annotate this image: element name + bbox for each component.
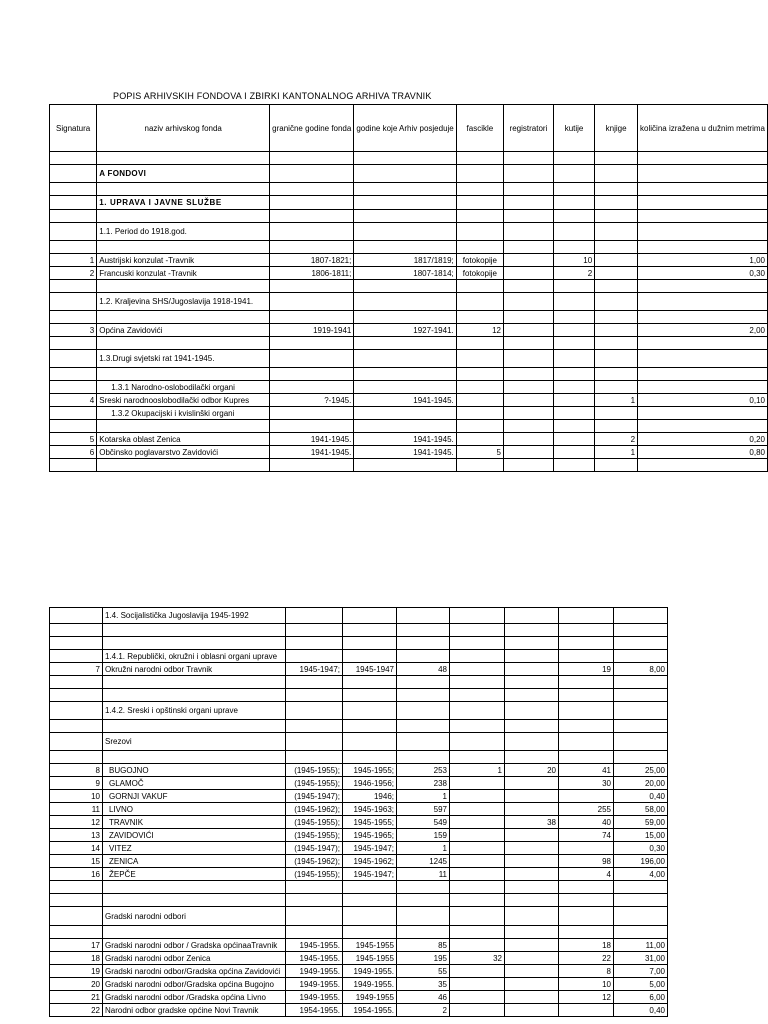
subsection-heading: 1.3.2 Okupacijski i kvislinški organi (97, 407, 270, 420)
cell-godine: 1949-1955. (343, 978, 397, 991)
cell-metri: 4,00 (614, 868, 668, 881)
section-heading-1: 1. UPRAVA I JAVNE SLUŽBE (97, 196, 270, 210)
cell-metri: 11,00 (614, 939, 668, 952)
cell-signatura: 11 (50, 803, 103, 816)
cell-signatura: 4 (50, 394, 97, 407)
fonds-table-2 (49, 607, 668, 1017)
cell-fascikle: 46 (397, 991, 450, 1004)
cell-kutije (505, 842, 559, 855)
cell-godine: 1945-1955 (343, 939, 397, 952)
cell-knjige (595, 324, 638, 337)
cell-fascikle: 195 (397, 952, 450, 965)
cell-signatura: 6 (50, 446, 97, 459)
subsection-heading: 1.4. Socijalistička Jugoslavija 1945-1992 (103, 608, 286, 624)
cell-fascikle (456, 394, 503, 407)
cell-registratori (504, 433, 554, 446)
subsection-row (50, 650, 668, 663)
cell-registratori (450, 855, 505, 868)
table-row (50, 777, 668, 790)
cell-metri: 15,00 (614, 829, 668, 842)
cell-godine: 1945-1963; (343, 803, 397, 816)
table-row (50, 254, 768, 267)
cell-fascikle: 253 (397, 764, 450, 777)
table-row (50, 829, 668, 842)
cell-kutije (505, 790, 559, 803)
cell-fascikle: fotokopije (456, 267, 503, 280)
cell-metri: 5,00 (614, 978, 668, 991)
cell-registratori (450, 939, 505, 952)
subsection-heading: 1.3.Drugi svjetski rat 1941-1945. (97, 350, 270, 368)
cell-godine: 1945-1962; (343, 855, 397, 868)
cell-signatura: 14 (50, 842, 103, 855)
cell-fascikle: 48 (397, 663, 450, 676)
col-signatura: Signatura (50, 105, 97, 152)
cell-metri: 0,30 (614, 842, 668, 855)
cell-fascikle: 238 (397, 777, 450, 790)
subsection-heading: 1.2. Kraljevina SHS/Jugoslavija 1918-1941. (97, 293, 270, 311)
col-godine: godine koje Arhiv posjeduje (354, 105, 456, 152)
cell-registratori (450, 1004, 505, 1017)
blank-row (50, 689, 668, 702)
cell-registratori (504, 267, 554, 280)
cell-knjige (595, 254, 638, 267)
cell-metri: 0,10 (638, 394, 768, 407)
cell-registratori: 1 (450, 764, 505, 777)
cell-registratori (450, 790, 505, 803)
cell-metri: 6,00 (614, 991, 668, 1004)
cell-kutije (505, 991, 559, 1004)
cell-knjige: 22 (559, 952, 614, 965)
table-row (50, 1004, 668, 1017)
cell-metri: 7,00 (614, 965, 668, 978)
cell-registratori (450, 965, 505, 978)
cell-kutije (505, 777, 559, 790)
cell-kutije: 38 (505, 816, 559, 829)
fonds-table-1 (49, 104, 768, 472)
cell-granicne: (1945-1955); (286, 868, 343, 881)
cell-godine: 1941-1945. (354, 433, 456, 446)
cell-kutije (505, 939, 559, 952)
subsection-row (50, 293, 768, 311)
srezovi-rows (50, 764, 668, 881)
cell-fascikle: 55 (397, 965, 450, 978)
blank-row (50, 926, 668, 939)
cell-registratori (450, 868, 505, 881)
cell-naziv: Sreski narodnooslobodilački odbor Kupres (97, 394, 270, 407)
cell-signatura: 10 (50, 790, 103, 803)
cell-metri: 58,00 (614, 803, 668, 816)
cell-naziv: Občinsko poglavarstvo Zavidovići (97, 446, 270, 459)
cell-godine: 1945-1955 (343, 952, 397, 965)
col-fascikle: fascikle (456, 105, 503, 152)
cell-godine: 1817/1819; (354, 254, 456, 267)
cell-metri: 8,00 (614, 663, 668, 676)
cell-kutije (553, 446, 594, 459)
blank-row (50, 751, 668, 764)
cell-knjige (595, 267, 638, 280)
cell-metri: 31,00 (614, 952, 668, 965)
cell-godine: 1945-1955; (343, 816, 397, 829)
subsection-row (50, 350, 768, 368)
cell-fascikle: fotokopije (456, 254, 503, 267)
cell-signatura: 20 (50, 978, 103, 991)
cell-registratori (504, 394, 554, 407)
section-row (50, 165, 768, 183)
cell-granicne: 1949-1955. (286, 991, 343, 1004)
cell-signatura: 17 (50, 939, 103, 952)
subsection-heading: 1.4.2. Sreski i opštinski organi uprave (103, 702, 286, 720)
cell-knjige: 1 (595, 446, 638, 459)
blank-row (50, 280, 768, 293)
cell-naziv: Austrijski konzulat -Travnik (97, 254, 270, 267)
cell-signatura: 13 (50, 829, 103, 842)
cell-granicne: (1945-1955); (286, 816, 343, 829)
cell-signatura: 19 (50, 965, 103, 978)
cell-knjige: 98 (559, 855, 614, 868)
cell-kutije (553, 433, 594, 446)
cell-metri: 0,30 (638, 267, 768, 280)
cell-signatura: 12 (50, 816, 103, 829)
cell-granicne: ?-1945. (270, 394, 354, 407)
cell-godine: 1954-1955. (343, 1004, 397, 1017)
cell-registratori (450, 829, 505, 842)
blank-row (50, 624, 668, 637)
col-naziv: naziv arhivskog fonda (97, 105, 270, 152)
table-row (50, 952, 668, 965)
cell-naziv: Kotarska oblast Zenica (97, 433, 270, 446)
cell-metri: 0,20 (638, 433, 768, 446)
cell-knjige: 30 (559, 777, 614, 790)
blank-row (50, 183, 768, 196)
cell-fascikle: 85 (397, 939, 450, 952)
col-kutije: kutije (553, 105, 594, 152)
cell-fascikle: 1 (397, 790, 450, 803)
cell-knjige: 74 (559, 829, 614, 842)
cell-knjige: 12 (559, 991, 614, 1004)
blank-row (50, 894, 668, 907)
cell-kutije: 2 (553, 267, 594, 280)
cell-granicne: 1806-1811; (270, 267, 354, 280)
cell-naziv: GLAMOČ (103, 777, 286, 790)
table-row (50, 842, 668, 855)
cell-naziv: Gradski narodni odbor /Gradska općina Livno (103, 991, 286, 1004)
cell-granicne: 1949-1955. (286, 965, 343, 978)
cell-granicne: 1807-1821; (270, 254, 354, 267)
cell-granicne: 1945-1947; (286, 663, 343, 676)
cell-fascikle: 597 (397, 803, 450, 816)
cell-naziv: Gradski narodni odbor / Gradska općinaaTravnik (103, 939, 286, 952)
cell-granicne: (1945-1955); (286, 829, 343, 842)
cell-godine: 1945-1965; (343, 829, 397, 842)
cell-godine: 1949-1955 (343, 991, 397, 1004)
cell-naziv: GORNJI VAKUF (103, 790, 286, 803)
cell-godine: 1945-1947 (343, 663, 397, 676)
cell-knjige: 2 (595, 433, 638, 446)
cell-kutije (505, 855, 559, 868)
table-row (50, 446, 768, 459)
blank-row (50, 210, 768, 223)
cell-granicne: (1945-1955); (286, 764, 343, 777)
cell-godine: 1945-1955; (343, 764, 397, 777)
cell-registratori (504, 254, 554, 267)
cell-fascikle: 11 (397, 868, 450, 881)
cell-granicne: (1945-1962); (286, 855, 343, 868)
cell-naziv: BUGOJNO (103, 764, 286, 777)
section-row (50, 196, 768, 210)
col-knjige: knjige (595, 105, 638, 152)
cell-godine: 1945-1947; (343, 868, 397, 881)
document-title: POPIS ARHIVSKIH FONDOVA I ZBIRKI KANTONALNOG ARHIVA TRAVNIK (113, 91, 432, 101)
cell-metri: 0,80 (638, 446, 768, 459)
cell-metri: 20,00 (614, 777, 668, 790)
cell-granicne: 1945-1955. (286, 939, 343, 952)
blank-row (50, 420, 768, 433)
cell-fascikle: 549 (397, 816, 450, 829)
cell-signatura: 1 (50, 254, 97, 267)
cell-naziv: Okružni narodni odbor Travnik (103, 663, 286, 676)
cell-registratori (504, 324, 554, 337)
subsection-row (50, 223, 768, 241)
table-row (50, 939, 668, 952)
cell-metri: 196,00 (614, 855, 668, 868)
cell-granicne: (1945-1947); (286, 842, 343, 855)
cell-naziv: Francuski konzulat -Travnik (97, 267, 270, 280)
cell-registratori (450, 991, 505, 1004)
subsection-row (50, 608, 668, 624)
cell-naziv: Gradski narodni odbor Zenica (103, 952, 286, 965)
subsection-row (50, 733, 668, 751)
cell-kutije (505, 829, 559, 842)
cell-godine: 1949-1955. (343, 965, 397, 978)
cell-metri: 0,40 (614, 790, 668, 803)
cell-naziv: ZENICA (103, 855, 286, 868)
cell-registratori (450, 777, 505, 790)
cell-knjige: 255 (559, 803, 614, 816)
cell-naziv: Narodni odbor gradske općine Novi Travnik (103, 1004, 286, 1017)
cell-godine: 1945-1947; (343, 842, 397, 855)
blank-row (50, 720, 668, 733)
cell-metri: 0,40 (614, 1004, 668, 1017)
cell-kutije (505, 978, 559, 991)
cell-metri: 59,00 (614, 816, 668, 829)
cell-fascikle: 12 (456, 324, 503, 337)
cell-naziv: ZAVIDOVIĆI (103, 829, 286, 842)
blank-row (50, 881, 668, 894)
table-row (50, 965, 668, 978)
cell-naziv: LIVNO (103, 803, 286, 816)
cell-godine: 1807-1814; (354, 267, 456, 280)
cell-metri: 1,00 (638, 254, 768, 267)
cell-kutije (553, 324, 594, 337)
table-row (50, 978, 668, 991)
cell-registratori (504, 446, 554, 459)
cell-granicne: (1945-1962); (286, 803, 343, 816)
cell-kutije (505, 952, 559, 965)
cell-granicne: 1941-1945. (270, 446, 354, 459)
subsection-heading: 1.3.1 Narodno-oslobodilački organi (97, 381, 270, 394)
cell-fascikle: 159 (397, 829, 450, 842)
blank-row (50, 459, 768, 472)
cell-metri: 25,00 (614, 764, 668, 777)
gradski-rows (50, 939, 668, 1017)
blank-row (50, 337, 768, 350)
cell-godine: 1946-1956; (343, 777, 397, 790)
subsection-heading: Srezovi (103, 733, 286, 751)
table-row (50, 868, 668, 881)
table-row (50, 433, 768, 446)
cell-fascikle: 1245 (397, 855, 450, 868)
cell-knjige: 18 (559, 939, 614, 952)
cell-knjige: 41 (559, 764, 614, 777)
cell-godine: 1946; (343, 790, 397, 803)
cell-granicne: 1954-1955. (286, 1004, 343, 1017)
cell-naziv: TRAVNIK (103, 816, 286, 829)
cell-registratori (450, 842, 505, 855)
cell-granicne: 1919-1941 (270, 324, 354, 337)
cell-knjige (559, 790, 614, 803)
subsection-row (50, 407, 768, 420)
cell-fascikle (456, 433, 503, 446)
cell-kutije (505, 868, 559, 881)
cell-granicne: 1941-1945. (270, 433, 354, 446)
cell-knjige: 8 (559, 965, 614, 978)
col-registratori: registratori (504, 105, 554, 152)
subsection-row (50, 702, 668, 720)
blank-row (50, 637, 668, 650)
cell-naziv: Gradski narodni odbor/Gradska općina Bugojno (103, 978, 286, 991)
cell-signatura: 7 (50, 663, 103, 676)
cell-knjige: 4 (559, 868, 614, 881)
cell-signatura: 16 (50, 868, 103, 881)
subsection-row (50, 907, 668, 926)
section-heading-a: A FONDOVI (97, 165, 270, 183)
cell-knjige: 40 (559, 816, 614, 829)
cell-knjige (559, 842, 614, 855)
cell-fascikle: 2 (397, 1004, 450, 1017)
cell-signatura: 18 (50, 952, 103, 965)
cell-kutije: 20 (505, 764, 559, 777)
cell-signatura: 22 (50, 1004, 103, 1017)
cell-granicne: (1945-1955); (286, 777, 343, 790)
cell-naziv: Gradski narodni odbor/Gradska općina Zavidovići (103, 965, 286, 978)
cell-fascikle: 1 (397, 842, 450, 855)
blank-row (50, 368, 768, 381)
cell-signatura: 8 (50, 764, 103, 777)
table-row (50, 855, 668, 868)
cell-signatura: 21 (50, 991, 103, 1004)
cell-naziv: VITEZ (103, 842, 286, 855)
cell-registratori (450, 978, 505, 991)
cell-fascikle: 35 (397, 978, 450, 991)
table-row (50, 267, 768, 280)
cell-granicne: 1945-1955. (286, 952, 343, 965)
subsection-heading: 1.4.1. Republički, okružni i oblasni organi uprave (103, 650, 286, 663)
cell-signatura: 2 (50, 267, 97, 280)
table-row (50, 764, 668, 777)
cell-fascikle: 5 (456, 446, 503, 459)
blank-row (50, 152, 768, 165)
subsection-heading: Gradski narodni odbori (103, 907, 286, 926)
cell-granicne: (1945-1947); (286, 790, 343, 803)
cell-metri: 2,00 (638, 324, 768, 337)
table-row (50, 816, 668, 829)
blank-row (50, 311, 768, 324)
table-row (50, 394, 768, 407)
cell-knjige (559, 1004, 614, 1017)
cell-registratori: 32 (450, 952, 505, 965)
cell-knjige: 10 (559, 978, 614, 991)
cell-granicne: 1949-1955. (286, 978, 343, 991)
cell-naziv: Općina Zavidovići (97, 324, 270, 337)
cell-godine: 1927-1941. (354, 324, 456, 337)
cell-signatura: 15 (50, 855, 103, 868)
cell-signatura: 9 (50, 777, 103, 790)
subsection-row (50, 381, 768, 394)
cell-godine: 1941-1945. (354, 394, 456, 407)
cell-kutije (553, 394, 594, 407)
cell-naziv: ŽEPČE (103, 868, 286, 881)
cell-kutije (505, 803, 559, 816)
cell-signatura: 3 (50, 324, 97, 337)
col-granicne: granične godine fonda (270, 105, 354, 152)
blank-row (50, 676, 668, 689)
table-row (50, 324, 768, 337)
cell-knjige: 19 (559, 663, 614, 676)
cell-registratori (450, 663, 505, 676)
cell-kutije: 10 (553, 254, 594, 267)
cell-registratori (450, 803, 505, 816)
cell-godine: 1941-1945. (354, 446, 456, 459)
col-kolicina: količina izražena u dužnim metrima (638, 105, 768, 152)
cell-registratori (450, 816, 505, 829)
cell-kutije (505, 965, 559, 978)
cell-signatura: 5 (50, 433, 97, 446)
cell-knjige: 1 (595, 394, 638, 407)
table-row (50, 663, 668, 676)
header-row (50, 105, 768, 152)
blank-row (50, 241, 768, 254)
table-row (50, 991, 668, 1004)
table-row (50, 803, 668, 816)
table-row (50, 790, 668, 803)
subsection-heading: 1.1. Period do 1918.god. (97, 223, 270, 241)
cell-kutije (505, 663, 559, 676)
cell-kutije (505, 1004, 559, 1017)
